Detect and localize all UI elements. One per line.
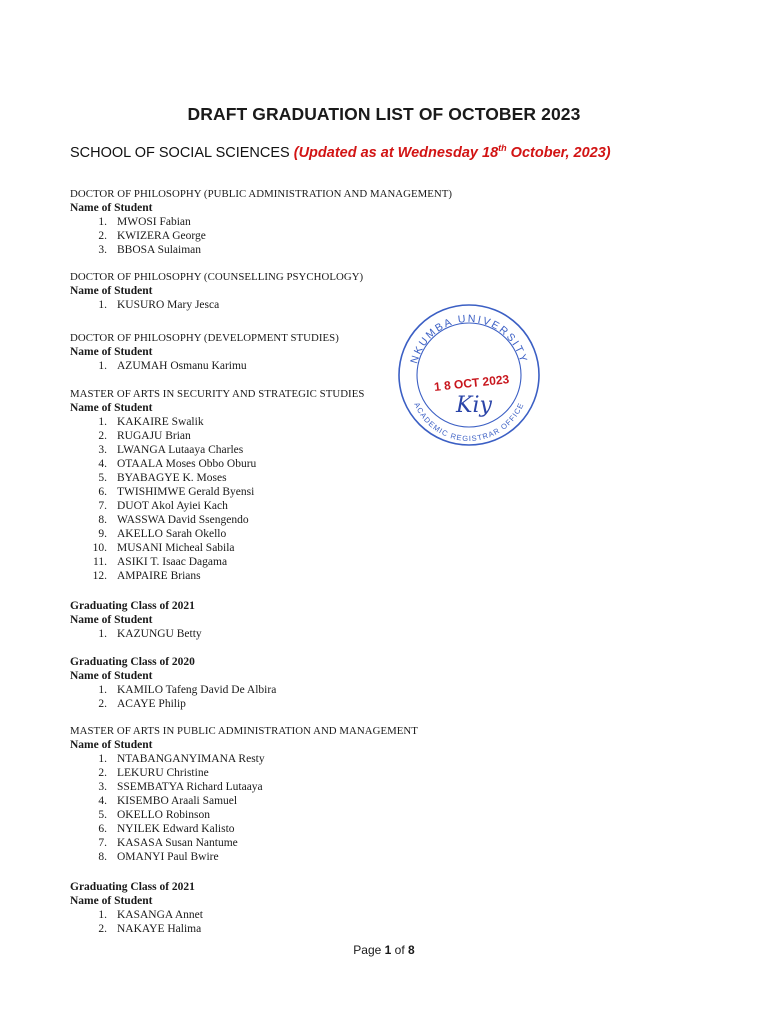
student-name: KAKAIRE Swalik — [117, 416, 204, 428]
student-name: OTAALA Moses Obbo Oburu — [117, 458, 257, 470]
student-name: NAKAYE Halima — [117, 923, 202, 935]
student-name: MUSANI Micheal Sabila — [117, 542, 235, 554]
name-of-student-header: Name of Student — [70, 614, 153, 626]
graduating-class-heading: Graduating Class of 2020 — [70, 656, 195, 668]
student-number: 3. — [98, 244, 107, 256]
student-number: 2. — [98, 923, 107, 935]
student-number: 2. — [98, 767, 107, 779]
document-title: DRAFT GRADUATION LIST OF OCTOBER 2023 — [187, 104, 581, 124]
student-name: KUSURO Mary Jesca — [117, 299, 220, 311]
student-number: 1. — [98, 360, 107, 372]
graduating-class-heading: Graduating Class of 2021 — [70, 600, 195, 612]
student-name: OMANYI Paul Bwire — [117, 851, 219, 863]
student-name: LEKURU Christine — [117, 767, 209, 779]
student-number: 1. — [98, 299, 107, 311]
student-name: NYILEK Edward Kalisto — [117, 823, 235, 835]
student-name: KASANGA Annet — [117, 909, 203, 921]
stamp-date: 1 8 OCT 2023 — [433, 372, 510, 394]
name-of-student-header: Name of Student — [70, 285, 153, 297]
document-subtitle — [70, 143, 611, 161]
school-name: SCHOOL OF SOCIAL SCIENCES — [70, 144, 290, 161]
name-of-student-header: Name of Student — [70, 202, 153, 214]
student-name: KAZUNGU Betty — [117, 628, 202, 640]
student-name: MWOSI Fabian — [117, 216, 191, 228]
student-name: AKELLO Sarah Okello — [117, 528, 227, 540]
student-name: NTABANGANYIMANA Resty — [117, 753, 265, 765]
name-of-student-header: Name of Student — [70, 739, 153, 751]
student-name: LWANGA Lutaaya Charles — [117, 444, 244, 456]
program-heading: DOCTOR OF PHILOSOPHY (COUNSELLING PSYCHOLOGY) — [70, 271, 364, 283]
student-number: 8. — [98, 514, 107, 526]
student-name: DUOT Akol Ayiei Kach — [117, 500, 228, 512]
student-number: 6. — [98, 823, 107, 835]
student-number: 12. — [92, 570, 107, 582]
student-name: OKELLO Robinson — [117, 809, 210, 821]
student-number: 2. — [98, 698, 107, 710]
student-name: KAMILO Tafeng David De Albira — [117, 684, 277, 696]
student-name: KISEMBO Araali Samuel — [117, 795, 238, 807]
student-number: 3. — [98, 444, 107, 456]
student-name: AMPAIRE Brians — [117, 570, 201, 582]
student-number: 1. — [98, 416, 107, 428]
student-number: 9. — [98, 528, 107, 540]
student-number: 4. — [98, 795, 107, 807]
updated-note: (Updated as at Wednesday 18th October, 2023) — [293, 143, 611, 161]
student-number: 5. — [98, 809, 107, 821]
student-name: KASASA Susan Nantume — [117, 837, 238, 849]
student-number: 10. — [92, 542, 107, 554]
student-number: 2. — [98, 230, 107, 242]
name-of-student-header: Name of Student — [70, 346, 153, 358]
registrar-stamp — [396, 302, 542, 448]
student-number: 7. — [98, 837, 107, 849]
stamp-signature: Kiy — [456, 393, 492, 418]
student-number: 6. — [98, 486, 107, 498]
student-name: SSEMBATYA Richard Lutaaya — [117, 781, 263, 793]
student-name: KWIZERA George — [117, 230, 206, 242]
student-number: 4. — [98, 458, 107, 470]
student-number: 2. — [98, 430, 107, 442]
student-name: WASSWA David Ssengendo — [117, 514, 249, 526]
student-number: 1. — [98, 216, 107, 228]
name-of-student-header: Name of Student — [70, 402, 153, 414]
student-name: ACAYE Philip — [117, 698, 186, 710]
student-number: 11. — [93, 556, 107, 568]
student-number: 5. — [98, 472, 107, 484]
student-number: 1. — [98, 684, 107, 696]
svg-text:NKUMBA UNIVERSITY — [408, 313, 529, 365]
program-heading: DOCTOR OF PHILOSOPHY (DEVELOPMENT STUDIES) — [70, 332, 339, 344]
student-number: 3. — [98, 781, 107, 793]
student-number: 1. — [98, 909, 107, 921]
page-footer: Page 1 of 8 — [353, 943, 415, 957]
stamp-university: NKUMBA UNIVERSITY — [408, 312, 530, 366]
name-of-student-header: Name of Student — [70, 670, 153, 682]
graduating-class-heading: Graduating Class of 2021 — [70, 881, 195, 893]
student-number: 7. — [98, 500, 107, 512]
student-name: BYABAGYE K. Moses — [117, 472, 227, 484]
student-name: AZUMAH Osmanu Karimu — [117, 360, 247, 372]
student-number: 1. — [98, 628, 107, 640]
program-heading: MASTER OF ARTS IN SECURITY AND STRATEGIC STUDIES — [70, 388, 365, 400]
student-number: 8. — [98, 851, 107, 863]
student-name: RUGAJU Brian — [117, 430, 191, 442]
student-name: BBOSA Sulaiman — [117, 244, 202, 256]
stamp-office: ACADEMIC REGISTRAR OFFICE — [412, 400, 526, 444]
student-number: 1. — [98, 753, 107, 765]
name-of-student-header: Name of Student — [70, 895, 153, 907]
student-name: ASIKI T. Isaac Dagama — [117, 556, 228, 568]
program-heading: DOCTOR OF PHILOSOPHY (PUBLIC ADMINISTRATION AND MANAGEMENT) — [70, 188, 453, 200]
student-name: TWISHIMWE Gerald Byensi — [117, 486, 255, 498]
program-heading: MASTER OF ARTS IN PUBLIC ADMINISTRATION AND MANAGEMENT — [70, 725, 418, 737]
